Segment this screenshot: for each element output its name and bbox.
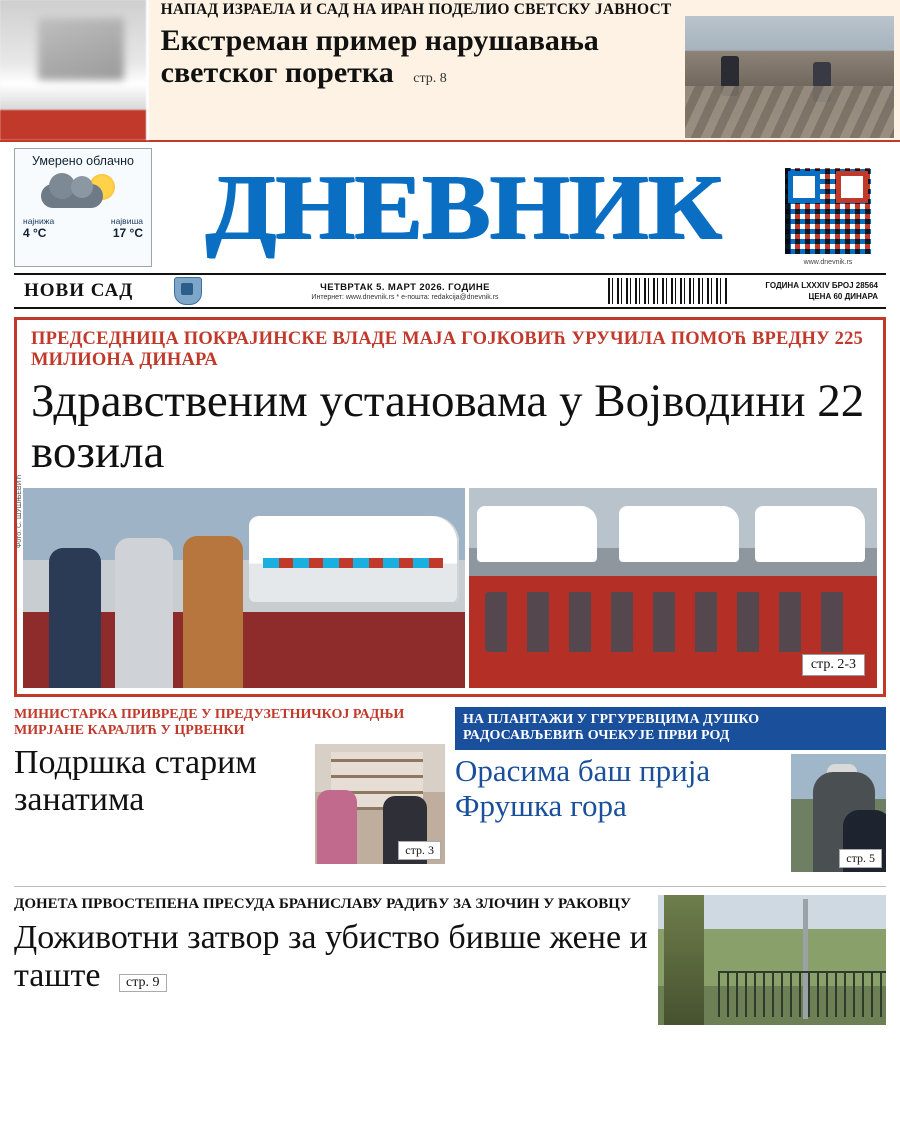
person-shape: [49, 548, 101, 688]
story-left-kicker: МИНИСТАРКА ПРИВРЕДЕ У ПРЕДУЗЕТНИЧКОЈ РАДЊИ МИРЈАНЕ КАРАЛИЋ У ЦРВЕНКИ: [14, 706, 405, 739]
story-left-headline: Подршка старим занатима: [14, 743, 257, 819]
weather-min: [23, 216, 54, 240]
story-bottom-headline-text: Доживотни затвор за убиство бивше жене и таште: [14, 918, 648, 995]
top-teaser-left-photo: [0, 0, 149, 140]
issue-price: ЦЕНА 60 ДИНАРА: [808, 292, 878, 301]
cloud-icon: [41, 184, 103, 208]
weather-max-label: највиша: [110, 216, 143, 227]
weather-min-value: 4 °C: [23, 226, 47, 241]
top-teaser-kicker: НАПАД ИЗРАЕЛА И САД НА ИРАН ПОДЕЛИО СВЕТСКУ ЈАВНОСТ: [160, 1, 672, 18]
story-bottom-headline: [14, 919, 650, 995]
lead-kicker: ПРЕДСЕДНИЦА ПОКРАЈИНСКЕ ВЛАДЕ МАЈА ГОЈКОВИЋ УРУЧИЛА ПОМОЋ ВРЕДНУ 225 МИЛИОНА ДИНАРА: [31, 329, 863, 370]
barcode-icon: [608, 278, 728, 304]
lead-page-ref: стр. 2-3: [802, 654, 865, 676]
story-right-page-ref: стр. 5: [839, 849, 882, 868]
weather-temperatures: [15, 214, 151, 240]
story-right-headline: Орасима баш прија Фрушка гора: [455, 752, 711, 823]
ambulance-shape: [619, 506, 739, 562]
top-teaser-text: [149, 0, 682, 140]
story-left-page-ref: стр. 3: [398, 841, 441, 860]
story-right-body: [455, 754, 886, 872]
photo-credit: Фото: С. ШУШЊЕВИЋ: [16, 474, 23, 548]
lead-headline: Здравственим установама у Војводини 22 возила: [31, 375, 865, 479]
city-label: НОВИ САД: [24, 280, 134, 301]
story-bottom[interactable]: [14, 886, 886, 1025]
newspaper-title: ДНЕВНИК: [205, 155, 721, 258]
ambulance-shape: [477, 506, 597, 562]
weather-condition: Умерено облачно: [31, 154, 135, 168]
story-left-photo: [315, 744, 445, 864]
qr-block[interactable]: [774, 148, 882, 267]
lead-story[interactable]: [14, 317, 886, 697]
ambulance-van-shape: [249, 516, 459, 602]
weather-box: [14, 148, 152, 267]
person-shape: [317, 790, 357, 864]
qr-url-label: www.dnevnik.rs: [803, 258, 853, 266]
masthead: [0, 142, 900, 267]
issue-date: ЧЕТВРТАК 5. МАРТ 2026. ГОДИНЕ: [320, 281, 490, 293]
top-teaser-headline[interactable]: [161, 25, 672, 89]
story-right[interactable]: [455, 707, 886, 872]
tree-shape: [664, 895, 704, 1025]
info-bar: [14, 273, 886, 309]
top-teaser-right-photo: [685, 16, 894, 138]
top-teaser-page-ref: стр. 8: [413, 70, 447, 86]
weather-max-value: 17 °C: [112, 226, 143, 241]
issue-number: ГОДИНА LXXXIV БРОЈ 28564: [765, 281, 878, 290]
story-bottom-text: [14, 895, 650, 1025]
person-shape: [183, 536, 243, 688]
issue-web: Интернет: www.dnevnik.rs * e-пошта: redakcija@dnevnik.rs: [311, 293, 499, 301]
story-bottom-photo: [658, 895, 886, 1025]
story-bottom-kicker: ДОНЕТА ПРВОСТЕПЕНА ПРЕСУДА БРАНИСЛАВУ РАДИЋУ ЗА ЗЛОЧИН У РАКОВЦУ: [14, 895, 631, 912]
weather-max: [111, 216, 143, 240]
lead-photos: [16, 474, 883, 694]
lead-photo-vehicles: [469, 488, 877, 688]
ambulance-shape: [755, 506, 865, 562]
issue-meta: [728, 281, 882, 301]
story-right-photo: [791, 754, 886, 872]
lead-photo-handover: [23, 488, 465, 688]
person-shape: [115, 538, 173, 688]
issue-info: [202, 282, 608, 301]
story-left-body: [14, 744, 445, 864]
top-teaser-headline-text: Екстреман пример нарушавања светског поретка: [160, 24, 599, 89]
sun-behind-cloud-icon: [15, 170, 151, 214]
secondary-stories: [14, 707, 886, 872]
equipment-row-shape: [485, 592, 855, 652]
fence-shape: [718, 971, 886, 1017]
story-bottom-page-ref: стр. 9: [119, 974, 167, 992]
top-teaser-strip: [0, 0, 900, 142]
story-left[interactable]: [14, 707, 445, 872]
story-right-kicker: НА ПЛАНТАЖИ У ГРГУРЕВЦИМА ДУШКО РАДОСАВЉЕВИЋ ОЧЕКУЈЕ ПРВИ РОД: [455, 707, 886, 750]
city-crest-icon: [174, 277, 202, 305]
masthead-title-wrap: [152, 148, 774, 267]
weather-min-label: најнижа: [23, 216, 55, 227]
qr-code-icon[interactable]: [783, 166, 873, 256]
